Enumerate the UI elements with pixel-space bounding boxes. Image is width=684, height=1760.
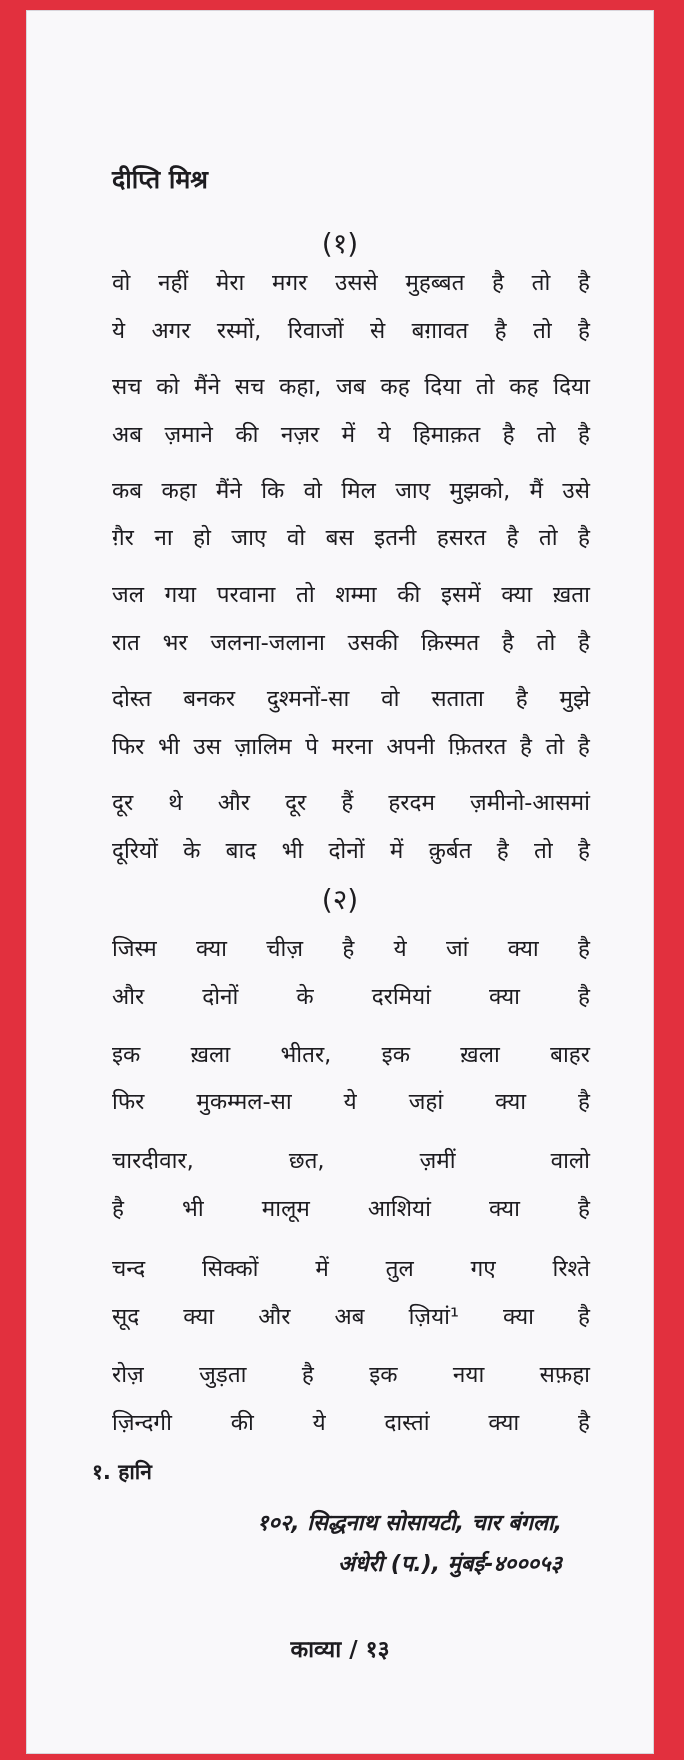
poem-line: चारदीवार, छत, ज़मीं वालो [112,1148,590,1174]
poem-1-number: (१) [321,227,359,260]
poem-line: इक ख़ला भीतर, इक ख़ला बाहर [112,1042,590,1068]
poem-line: फिर भी उस ज़ालिम पे मरना अपनी फ़ितरत है तो है [112,734,590,760]
poem-line: सूद क्या और अब ज़ियां¹ क्या है [112,1304,590,1330]
poem-line: सच को मैंने सच कहा, जब कह दिया तो कह दिया [112,374,590,400]
poem-line: फिर मुकम्मल-सा ये जहां क्या है [112,1089,590,1115]
poem-line: दूरियों के बाद भी दोनों में क़ुर्बत है तो है [112,838,590,864]
poem-line: चन्द सिक्कों में तुल गए रिश्ते [112,1256,590,1282]
poem-line: दोस्त बनकर दुश्मनों-सा वो सताता है मुझे [112,686,590,712]
author-name: दीप्ति मिश्र [112,165,209,194]
address-line-2: अंधेरी (प.), मुंबई-४०००५३ [338,1552,562,1577]
poem-line: कब कहा मैंने कि वो मिल जाए मुझको, मैं उसे [112,478,590,504]
poem-line: ग़ैर ना हो जाए वो बस इतनी हसरत है तो है [112,525,590,551]
footnote: १. हानि [92,1460,152,1484]
poem-line: है भी मालूम आशियां क्या है [112,1196,590,1222]
poem-line: जिस्म क्या चीज़ है ये जां क्या है [112,936,590,962]
magazine-page [26,10,654,1754]
poem-2-number: (२) [321,883,359,916]
poem-line: वो नहीं मेरा मगर उससे मुहब्बत है तो है [112,270,590,296]
poem-line: रोज़ जुड़ता है इक नया सफ़हा [112,1362,590,1388]
poem-line: ज़िन्दगी की ये दास्तां क्या है [112,1410,590,1436]
poem-line: रात भर जलना-जलाना उसकी क़िस्मत है तो है [112,630,590,656]
poem-line: ये अगर रस्मों, रिवाजों से बग़ावत है तो है [112,318,590,344]
page-number: काव्या / १३ [290,1637,390,1663]
address-line-1: १०२, सिद्धनाथ सोसायटी, चार बंगला, [256,1511,562,1536]
poem-line: जल गया परवाना तो शम्मा की इसमें क्या ख़ता [112,582,590,608]
poem-line: अब ज़माने की नज़र में ये हिमाक़त है तो है [112,422,590,448]
poem-line: दूर थे और दूर हैं हरदम ज़मीनो-आसमां [112,790,590,816]
poem-line: और दोनों के दरमियां क्या है [112,984,590,1010]
